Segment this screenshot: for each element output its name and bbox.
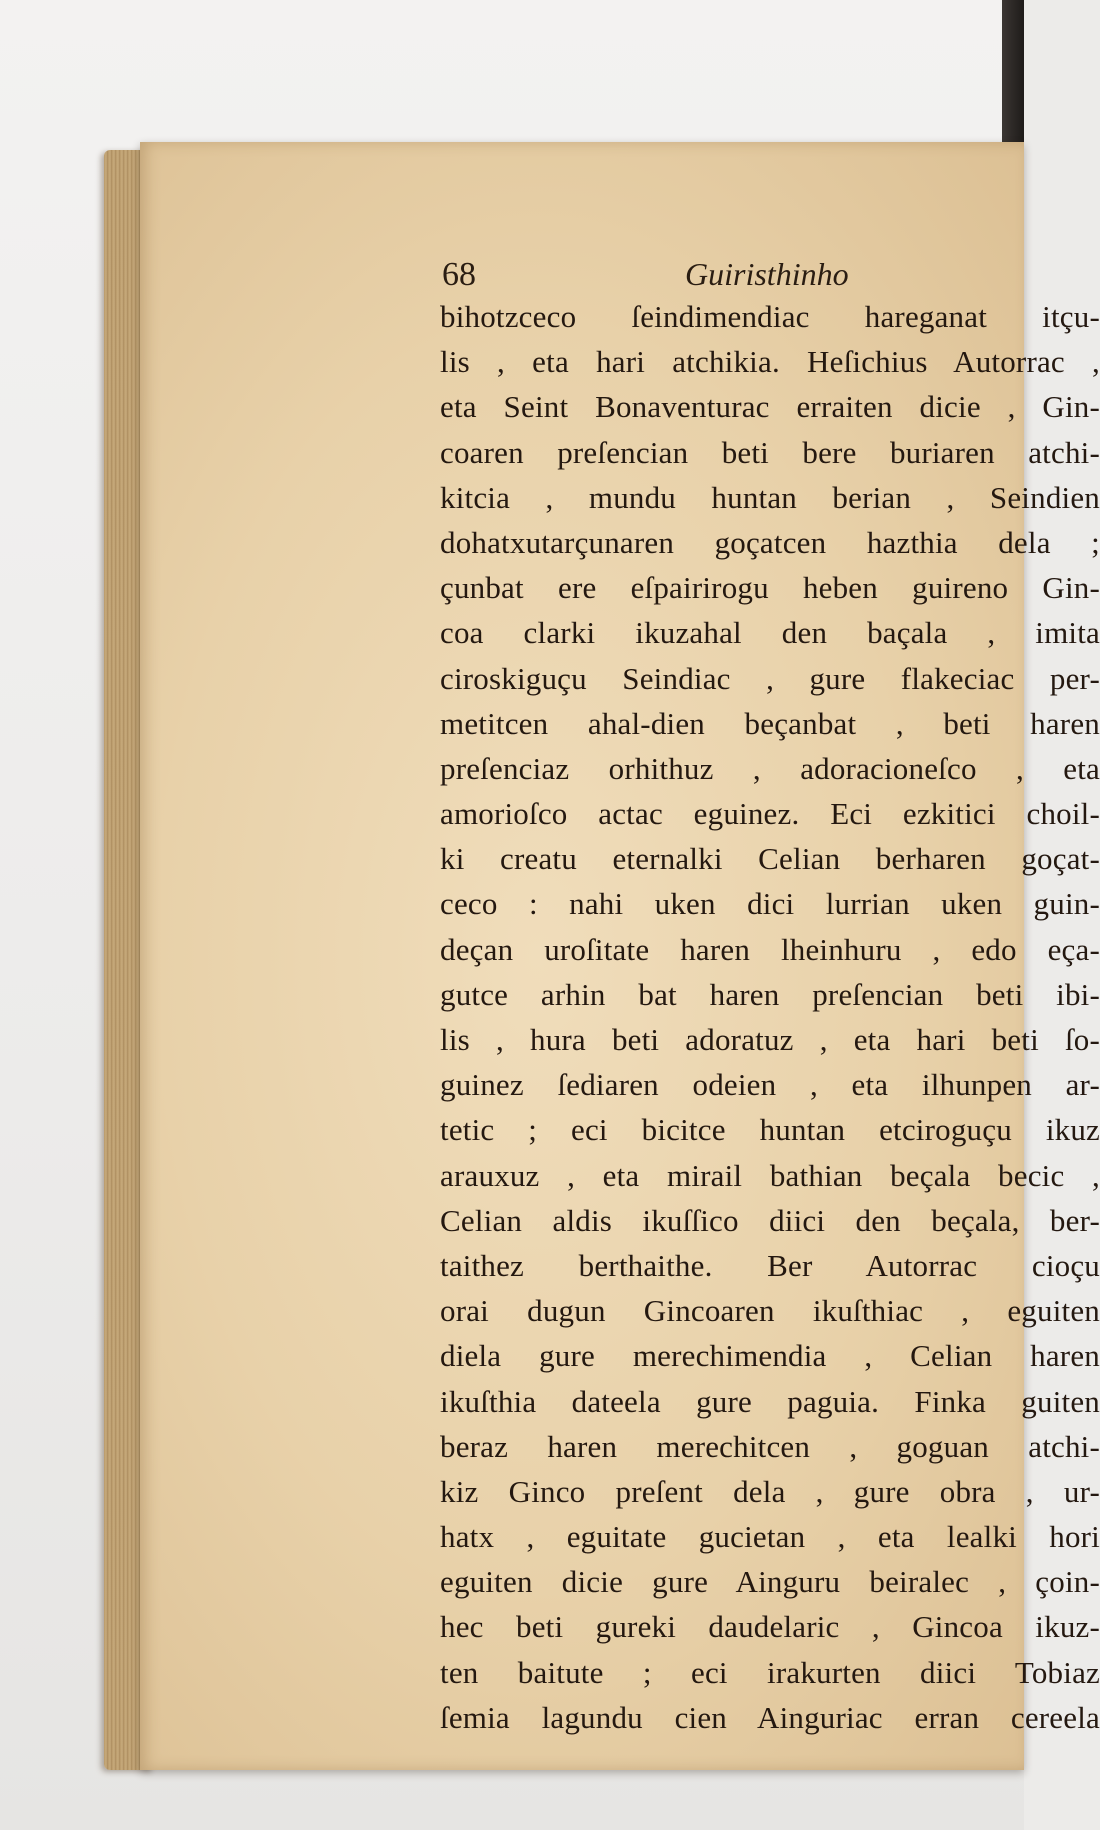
text-line: preſenciaz orhithuz , adoracioneſco , eta bbox=[440, 750, 1100, 786]
text-line: taithez berthaithe. Ber Autorrac cioçu bbox=[440, 1247, 1100, 1283]
text-line: lis , eta hari atchikia. Heſichius Autorrac , bbox=[440, 344, 1100, 380]
body-text bbox=[440, 294, 1100, 1740]
text-line: coa clarki ikuzahal den baçala , imita bbox=[440, 615, 1100, 651]
text-line: tetic ; eci bicitce huntan etciroguçu ikuz bbox=[440, 1112, 1100, 1148]
facing-page-edge bbox=[1002, 0, 1024, 150]
text-line: amorioſco actac eguinez. Eci ezkitici choil- bbox=[440, 796, 1100, 832]
text-line: bihotzceco ſeindimendiac hareganat itçu- bbox=[440, 299, 1100, 334]
text-line: hatx , eguitate gucietan , eta lealki hori bbox=[440, 1519, 1100, 1555]
text-line: arauxuz , eta mirail bathian beçala becic , bbox=[440, 1157, 1100, 1193]
text-line: orai dugun Gincoaren ikuſthiac , eguiten bbox=[440, 1293, 1100, 1329]
text-line: ſemia lagundu cien Ainguriac erran cereela bbox=[440, 1699, 1100, 1735]
text-line: Celian aldis ikuſſico diici den beçala, ber- bbox=[440, 1202, 1100, 1238]
text-line: deçan uroſitate haren lheinhuru , edo eça- bbox=[440, 931, 1100, 967]
text-line: ki creatu eternalki Celian berharen goçat- bbox=[440, 841, 1100, 877]
text-line: kiz Ginco preſent dela , gure obra , ur- bbox=[440, 1473, 1100, 1509]
text-line: ikuſthia dateela gure paguia. Finka guiten bbox=[440, 1383, 1100, 1419]
text-line: diela gure merechimendia , Celian haren bbox=[440, 1338, 1100, 1374]
text-line: coaren preſencian beti bere buriaren atchi- bbox=[440, 434, 1100, 470]
text-line: ciroskiguçu Seindiac , gure flakeciac per- bbox=[440, 660, 1100, 696]
running-title: Guiristhinho bbox=[685, 256, 849, 292]
text-line: beraz haren merechitcen , goguan atchi- bbox=[440, 1428, 1100, 1464]
text-line: dohatxutarçunaren goçatcen hazthia dela ; bbox=[440, 524, 1100, 560]
book-page bbox=[140, 142, 1100, 1770]
text-line: ceco : nahi uken dici lurrian uken guin- bbox=[440, 886, 1100, 922]
text-line: eguiten dicie gure Ainguru beiralec , çoin- bbox=[440, 1564, 1100, 1600]
text-line: guinez ſediaren odeien , eta ilhunpen ar- bbox=[440, 1067, 1100, 1103]
text-line: ten baitute ; eci irakurten diici Tobiaz bbox=[440, 1654, 1100, 1690]
text-line: çunbat ere eſpairirogu heben guireno Gin- bbox=[440, 570, 1100, 606]
text-line: metitcen ahal-dien beçanbat , beti haren bbox=[440, 705, 1100, 741]
text-line: lis , hura beti adoratuz , eta hari beti ſo- bbox=[440, 1022, 1100, 1057]
text-line: kitcia , mundu huntan berian , Seindien bbox=[440, 479, 1100, 515]
page-content-area bbox=[300, 142, 1100, 1770]
text-line: hec beti gureki daudelaric , Gincoa ikuz- bbox=[440, 1609, 1100, 1645]
text-line: gutce arhin bat haren preſencian beti ibi- bbox=[440, 976, 1100, 1012]
text-line: eta Seint Bonaventurac erraiten dicie , Gin- bbox=[440, 389, 1100, 425]
page-number: 68 bbox=[442, 256, 476, 293]
